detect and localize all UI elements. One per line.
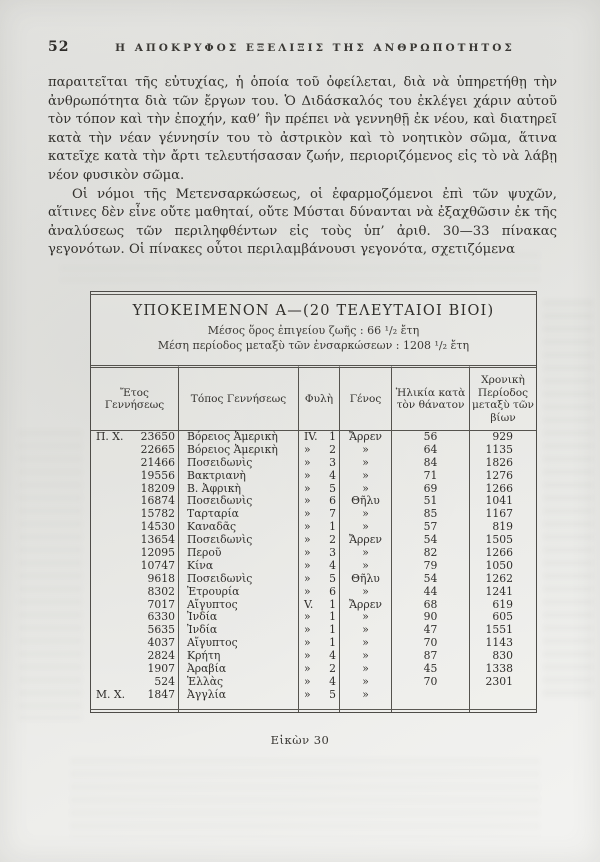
age-value: 68 [423, 597, 438, 611]
race-ditto: » [304, 546, 311, 560]
table-body [91, 431, 536, 712]
age-value: 57 [423, 520, 438, 534]
sex-value: » [362, 636, 369, 650]
age-value: 54 [423, 533, 438, 547]
interval-value: 1143 [485, 636, 513, 650]
year-value: 9618 [147, 571, 175, 585]
race-number: 4 [329, 468, 336, 482]
scan-smudge [543, 300, 593, 700]
place-value: Κίνα [187, 558, 214, 572]
age-value: 64 [423, 442, 438, 456]
sex-value: Θῆλυ [351, 571, 380, 585]
page-header [0, 39, 600, 59]
filler-cell [91, 702, 179, 712]
race-number: 5 [329, 571, 336, 585]
table-header-row [91, 365, 536, 431]
race-number: 2 [329, 442, 336, 456]
year-value: 12095 [140, 546, 175, 560]
year-cell [91, 663, 179, 676]
year-value: 6330 [147, 610, 175, 624]
column-header-age-at-death: Ἡλικία κατὰ τὸν θάνατον [392, 365, 470, 431]
interval-value: 1505 [485, 533, 513, 547]
filler-cell [179, 702, 299, 712]
race-number: 1 [329, 623, 336, 637]
year-value: 8302 [147, 584, 175, 598]
interval-value: 929 [492, 430, 513, 443]
year-value: 23650 [140, 430, 175, 443]
figure-caption: Εἰκὼν 30 [270, 733, 330, 747]
year-value: 22665 [140, 442, 175, 456]
year-cell [91, 457, 179, 470]
sex-value: » [362, 442, 369, 456]
race-cell [299, 547, 340, 560]
year-value: 5635 [147, 623, 175, 637]
age-value: 70 [423, 636, 438, 650]
race-cell [299, 431, 340, 444]
race-number: 3 [329, 455, 336, 469]
place-cell [179, 689, 299, 702]
column-header-birth-year: Ἔτος Γεννήσεως [91, 365, 179, 431]
race-ditto: » [304, 455, 311, 469]
sex-value: » [362, 558, 369, 572]
race-number: 1 [329, 430, 336, 443]
body-text [48, 74, 557, 260]
year-value: 2824 [147, 649, 175, 663]
interval-cell [470, 689, 536, 702]
race-ditto: » [304, 533, 311, 547]
race-number: 1 [329, 520, 336, 534]
age-value: 54 [423, 571, 438, 585]
year-cell [91, 431, 179, 444]
sex-value: » [362, 674, 369, 688]
race-number: 7 [329, 507, 336, 521]
year-value: 524 [154, 674, 175, 688]
table-subtitle-average-life: Μέσος ὅρος ἐπιγείου ζωῆς : 66 ¹/₂ ἔτη [207, 324, 420, 337]
race-number: 6 [329, 494, 336, 508]
race-cell [299, 457, 340, 470]
place-value: Κρήτη [187, 649, 221, 663]
sex-value: » [362, 687, 369, 701]
race-number: 5 [329, 687, 336, 701]
race-number: 2 [329, 533, 336, 547]
table-subtitle-average-interval: Μέση περίοδος μεταξὺ τῶν ἐνσαρκώσεων : 1208 ¹/₂ ἔτη [157, 339, 470, 352]
race-ditto: » [304, 649, 311, 663]
age-value: 71 [423, 468, 438, 482]
year-cell [91, 676, 179, 689]
place-value: Περοῦ [187, 546, 222, 560]
year-cell [91, 547, 179, 560]
year-value: 16874 [140, 494, 175, 508]
year-cell [91, 444, 179, 457]
age-value: 85 [423, 507, 438, 521]
interval-value: 1826 [485, 455, 513, 469]
era-label: Μ. Χ. [96, 687, 126, 701]
place-value: Ποσειδωνὶς [187, 533, 253, 547]
sex-value: Θῆλυ [351, 494, 380, 508]
race-cell [299, 586, 340, 599]
sex-value: » [362, 610, 369, 624]
race-cell [299, 573, 340, 586]
place-value: Καναδᾶς [187, 520, 237, 534]
place-value: Ποσειδωνὶς [187, 455, 253, 469]
year-value: 1847 [147, 687, 175, 701]
age-value: 79 [423, 558, 438, 572]
race-number: 1 [329, 636, 336, 650]
age-value: 82 [423, 546, 438, 560]
year-value: 4037 [147, 636, 175, 650]
race-ditto: » [304, 507, 311, 521]
interval-value: 830 [492, 649, 513, 663]
interval-value: 605 [492, 610, 513, 624]
interval-value: 1266 [485, 546, 513, 560]
sex-value: » [362, 649, 369, 663]
place-value: Ἑλλὰς [187, 674, 224, 688]
age-value: 47 [423, 623, 438, 637]
sex-value: » [362, 481, 369, 495]
filler-cell [340, 702, 392, 712]
race-cell [299, 663, 340, 676]
race-number: 6 [329, 584, 336, 598]
race-number: 2 [329, 662, 336, 676]
interval-value: 819 [492, 520, 513, 534]
place-value: Βόρειος Ἀμερικὴ [187, 430, 278, 443]
place-value: Ἀγγλία [187, 687, 227, 701]
race-ditto: » [304, 623, 311, 637]
column-header-interval: Χρονικὴ Περίοδος μεταξὺ τῶν βίων [470, 365, 536, 431]
interval-value: 1266 [485, 481, 513, 495]
age-cell [392, 689, 470, 702]
filler-cell [392, 702, 470, 712]
race-cell [299, 689, 340, 702]
sex-value: » [362, 584, 369, 598]
interval-cell [470, 676, 536, 689]
running-title: Η ΑΠΟΚΡΥΦΟΣ ΕΞΕΛΙΞΙΣ ΤΗΣ ΑΝΘΡΩΠΟΤΗΤΟΣ [115, 42, 515, 54]
sex-value: Ἄρρεν [349, 533, 382, 547]
column-header-race: Φυλὴ [299, 365, 340, 431]
race-ditto: » [304, 674, 311, 688]
race-ditto: V. [304, 597, 314, 611]
race-ditto: » [304, 481, 311, 495]
race-cell [299, 444, 340, 457]
race-number: 4 [329, 649, 336, 663]
year-value: 10747 [140, 558, 175, 572]
race-ditto: » [304, 494, 311, 508]
scan-smudge [18, 430, 82, 720]
year-value: 1907 [147, 662, 175, 676]
place-value: Αἴγυπτος [187, 636, 238, 650]
table-title-block [91, 292, 536, 365]
place-value: Αἴγυπτος [187, 597, 238, 611]
year-cell [91, 573, 179, 586]
sex-value: » [362, 520, 369, 534]
year-value: 21466 [140, 455, 175, 469]
place-value: Ἐτρουρία [187, 584, 240, 598]
interval-value: 1551 [485, 623, 513, 637]
race-ditto: IV. [304, 430, 318, 443]
interval-value: 1338 [485, 662, 513, 676]
race-number: 3 [329, 546, 336, 560]
column-header-birth-place: Τόπος Γεννήσεως [179, 365, 299, 431]
interval-value: 1135 [485, 442, 513, 456]
race-cell [299, 470, 340, 483]
race-cell [299, 676, 340, 689]
age-value: 44 [423, 584, 438, 598]
sex-value: » [362, 623, 369, 637]
race-number: 1 [329, 610, 336, 624]
filler-cell [299, 702, 340, 712]
sex-value: Ἄρρεν [349, 430, 382, 443]
age-value: 45 [423, 662, 438, 676]
age-value: 84 [423, 455, 438, 469]
year-value: 13654 [140, 533, 175, 547]
place-value: Β. Ἀφρικὴ [187, 481, 241, 495]
sex-cell [340, 689, 392, 702]
place-value: Βόρειος Ἀμερικὴ [187, 442, 278, 456]
age-value: 69 [423, 481, 438, 495]
year-value: 14530 [140, 520, 175, 534]
race-ditto: » [304, 558, 311, 572]
place-value: Ἰνδία [187, 610, 218, 624]
race-ditto: » [304, 442, 311, 456]
age-value: 87 [423, 649, 438, 663]
interval-value: 1167 [485, 507, 513, 521]
page-number: 52 [48, 39, 70, 55]
paragraph-1: παραιτεῖται τῆς εὐτυχίας, ἡ ὁποία τοῦ ὀφείλεται, διὰ νὰ ὑπηρετήθῃ τὴν ἀνθρωπότητα διὰ τῶν ἔργων του. Ὁ Διδάσκαλός του ἐκλέγει χάριν αὐτοῦ τὸν τόπον καὶ τὴν ἐποχήν, καθ’ ἣν πρέπει νὰ γεννηθῇ ἐκ νέου, καὶ διατηρεῖ κατὰ τὴν νέαν γέννησίν του τὸ ἀστρικὸν καὶ τὸ νοητικὸν σῶμα, ἅτινα κατεῖχε κατὰ τὴν ἄρτι τελευτήσασαν ζωήν, περιοριζόμενος εἰς τὸ νὰ λάβῃ νέον φυσικὸν σῶμα. [48, 75, 557, 183]
interval-value: 1041 [485, 494, 513, 508]
race-ditto: » [304, 610, 311, 624]
interval-value: 1262 [485, 571, 513, 585]
sex-value: Ἄρρεν [349, 597, 382, 611]
year-value: 19556 [140, 468, 175, 482]
place-value: Ταρταρία [187, 507, 239, 521]
place-value: Ποσειδωνὶς [187, 571, 253, 585]
sex-value: » [362, 546, 369, 560]
race-ditto: » [304, 571, 311, 585]
race-ditto: » [304, 636, 311, 650]
interval-value: 619 [492, 597, 513, 611]
race-ditto: » [304, 584, 311, 598]
place-value: Ποσειδωνὶς [187, 494, 253, 508]
year-cell [91, 560, 179, 573]
age-value: 70 [423, 674, 438, 688]
filler-cell [470, 702, 536, 712]
sex-value: » [362, 468, 369, 482]
race-number: 4 [329, 674, 336, 688]
era-label: Π. Χ. [96, 430, 124, 443]
year-value: 7017 [147, 597, 175, 611]
lives-table [90, 291, 537, 713]
year-cell [91, 586, 179, 599]
year-cell [91, 689, 179, 702]
place-value: Ἀραβία [187, 662, 227, 676]
interval-value: 1050 [485, 558, 513, 572]
sex-value: » [362, 455, 369, 469]
scan-smudge [70, 758, 540, 838]
age-value: 51 [423, 494, 438, 508]
sex-value: » [362, 507, 369, 521]
race-ditto: » [304, 687, 311, 701]
interval-value: 1276 [485, 468, 513, 482]
interval-value: 1241 [485, 584, 513, 598]
year-value: 18209 [140, 481, 175, 495]
column-header-sex: Γένος [340, 365, 392, 431]
place-value: Ἰνδία [187, 623, 218, 637]
race-ditto: » [304, 662, 311, 676]
race-cell [299, 560, 340, 573]
interval-value: 2301 [485, 674, 513, 688]
table-title: ΥΠΟΚΕΙΜΕΝΟΝ Α—(20 ΤΕΛΕΥΤΑΙΟΙ ΒΙΟΙ) [132, 303, 495, 319]
race-ditto: » [304, 520, 311, 534]
race-number: 5 [329, 481, 336, 495]
race-ditto: » [304, 468, 311, 482]
age-cell [392, 676, 470, 689]
year-cell [91, 470, 179, 483]
sex-value: » [362, 662, 369, 676]
place-value: Βακτριανὴ [187, 468, 246, 482]
year-value: 15782 [140, 507, 175, 521]
paragraph-2: Οἱ νόμοι τῆς Μετενσαρκώσεως, οἱ ἐφαρμοζόμενοι ἐπὶ τῶν ψυχῶν, αἵτινες δὲν εἶνε οὔτε μαθηταί, οὔτε Μύσται δύνανται νὰ ἐξαχθῶσιν ἐκ τῆς ἀναλύσεως τῶν περιληφθέντων εἰς τοὺς ὑπ’ ἀριθ. 30—33 πίνακας γεγονότων. Οἱ πίνακες οὗτοι περιλαμβάνουσι γεγονότα, σχετιζόμενα [48, 186, 557, 258]
age-value: 90 [423, 610, 438, 624]
race-number: 4 [329, 558, 336, 572]
race-number: 1 [329, 597, 336, 611]
age-value: 56 [423, 430, 438, 443]
